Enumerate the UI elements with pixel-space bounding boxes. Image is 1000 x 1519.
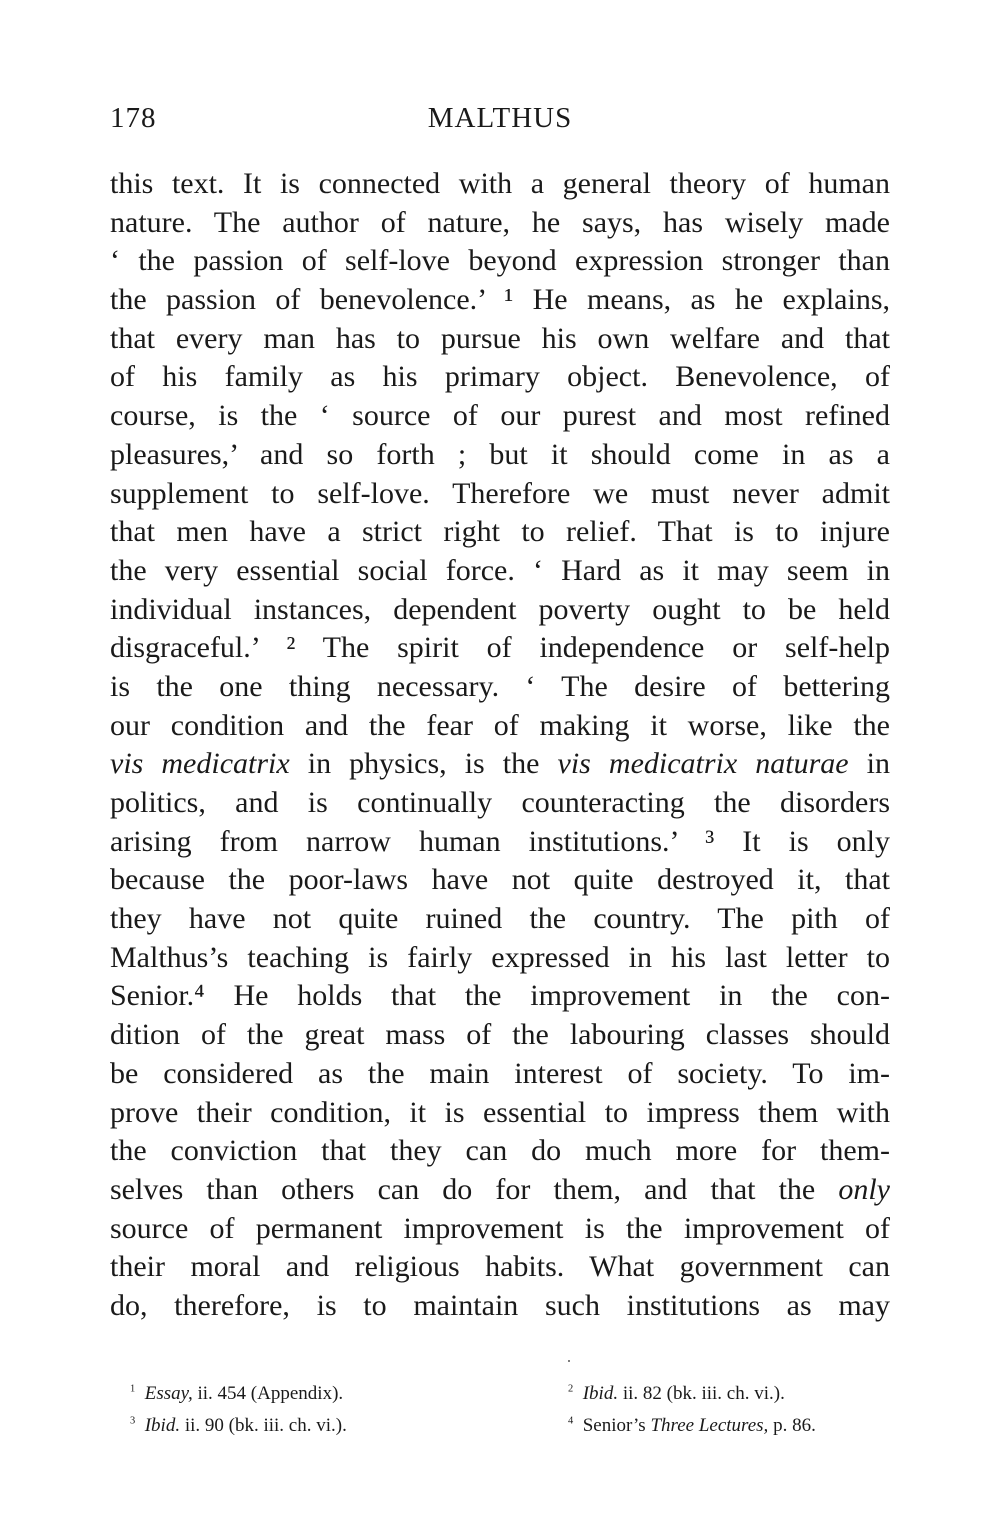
footnote-marker: 1 — [130, 1383, 136, 1395]
text-line: Senior.⁴ He holds that the improvement in the con- — [110, 979, 890, 1013]
text-line: the passion of benevolence.’ ¹ He means, as he explains, — [110, 283, 890, 317]
text-line: source of permanent improvement is the improvement of — [110, 1211, 890, 1245]
footnote-marker: 2 — [568, 1383, 574, 1395]
text-line: Malthus’s teaching is fairly expressed in his last letter to — [110, 940, 890, 974]
footnote-marker: 3 — [130, 1415, 136, 1427]
footnote-separator-dot — [568, 1360, 570, 1362]
footnote-text: ii. 454 (Appendix). — [192, 1383, 344, 1404]
text-line: is the one thing necessary. ‘ The desire of bettering — [110, 669, 890, 703]
text-line: because the poor-laws have not quite destroyed it, that — [110, 863, 890, 897]
footnote-text: ii. 82 (bk. iii. ch. vi.). — [618, 1383, 785, 1404]
footnote-text: ii. 90 (bk. iii. ch. vi.). — [180, 1415, 347, 1436]
footnote-1 — [130, 1382, 343, 1406]
footnote-3 — [130, 1414, 347, 1438]
footnote-italic: Essay, — [144, 1383, 193, 1404]
text-line: supplement to self-love. Therefore we must never admit — [110, 476, 890, 510]
body-text — [110, 165, 890, 1326]
text-line: individual instances, dependent poverty ought to be held — [110, 592, 890, 626]
text-line: course, is the ‘ source of our purest and most refined — [110, 399, 890, 433]
text-line: nature. The author of nature, he says, has wisely made — [110, 205, 890, 239]
text-line: prove their condition, it is essential to impress them with — [110, 1095, 890, 1129]
text-line: dition of the great mass of the labouring classes should — [110, 1018, 890, 1052]
text-line: disgraceful.’ ² The spirit of independence or self-help — [110, 631, 890, 665]
text-line: vis medicatrix in physics, is the vis medicatrix naturae in — [110, 747, 890, 781]
text-line: of his family as his primary object. Benevolence, of — [110, 360, 890, 394]
text-line: that every man has to pursue his own welfare and that — [110, 321, 890, 355]
text-line: do, therefore, is to maintain such institutions as may — [110, 1288, 890, 1322]
text-line: be considered as the main interest of society. To im- — [110, 1056, 890, 1090]
text-line: selves than others can do for them, and that the only — [110, 1172, 890, 1206]
footnote-text: p. 86. — [768, 1415, 816, 1436]
footnote-marker: 4 — [568, 1415, 574, 1427]
text-line: that men have a strict right to relief. That is to injure — [110, 515, 890, 549]
text-line: their moral and religious habits. What government can — [110, 1250, 890, 1284]
running-head: MALTHUS — [427, 102, 573, 134]
page-number: 178 — [110, 102, 157, 134]
text-line: our condition and the fear of making it worse, like the — [110, 708, 890, 742]
text-line: arising from narrow human institutions.’ ³ It is only — [110, 824, 890, 858]
text-line: they have not quite ruined the country. The pith of — [110, 902, 890, 936]
footnote-prefix: Senior’s — [582, 1415, 651, 1436]
footnote-italic: Ibid. — [582, 1383, 619, 1404]
footnote-2 — [568, 1382, 785, 1406]
text-line: ‘ the passion of self-love beyond expression stronger than — [110, 244, 890, 278]
text-line: this text. It is connected with a general theory of human — [110, 167, 890, 200]
text-line: pleasures,’ and so forth ; but it should come in as a — [110, 437, 890, 471]
footnote-italic: Ibid. — [144, 1415, 181, 1436]
text-line: the conviction that they can do much more for them- — [110, 1134, 890, 1168]
text-line: politics, and is continually counteracting the disorders — [110, 786, 890, 819]
text-line: the very essential social force. ‘ Hard as it may seem in — [110, 553, 890, 587]
footnote-4 — [568, 1414, 816, 1438]
footnote-italic: Three Lectures, — [650, 1415, 769, 1436]
